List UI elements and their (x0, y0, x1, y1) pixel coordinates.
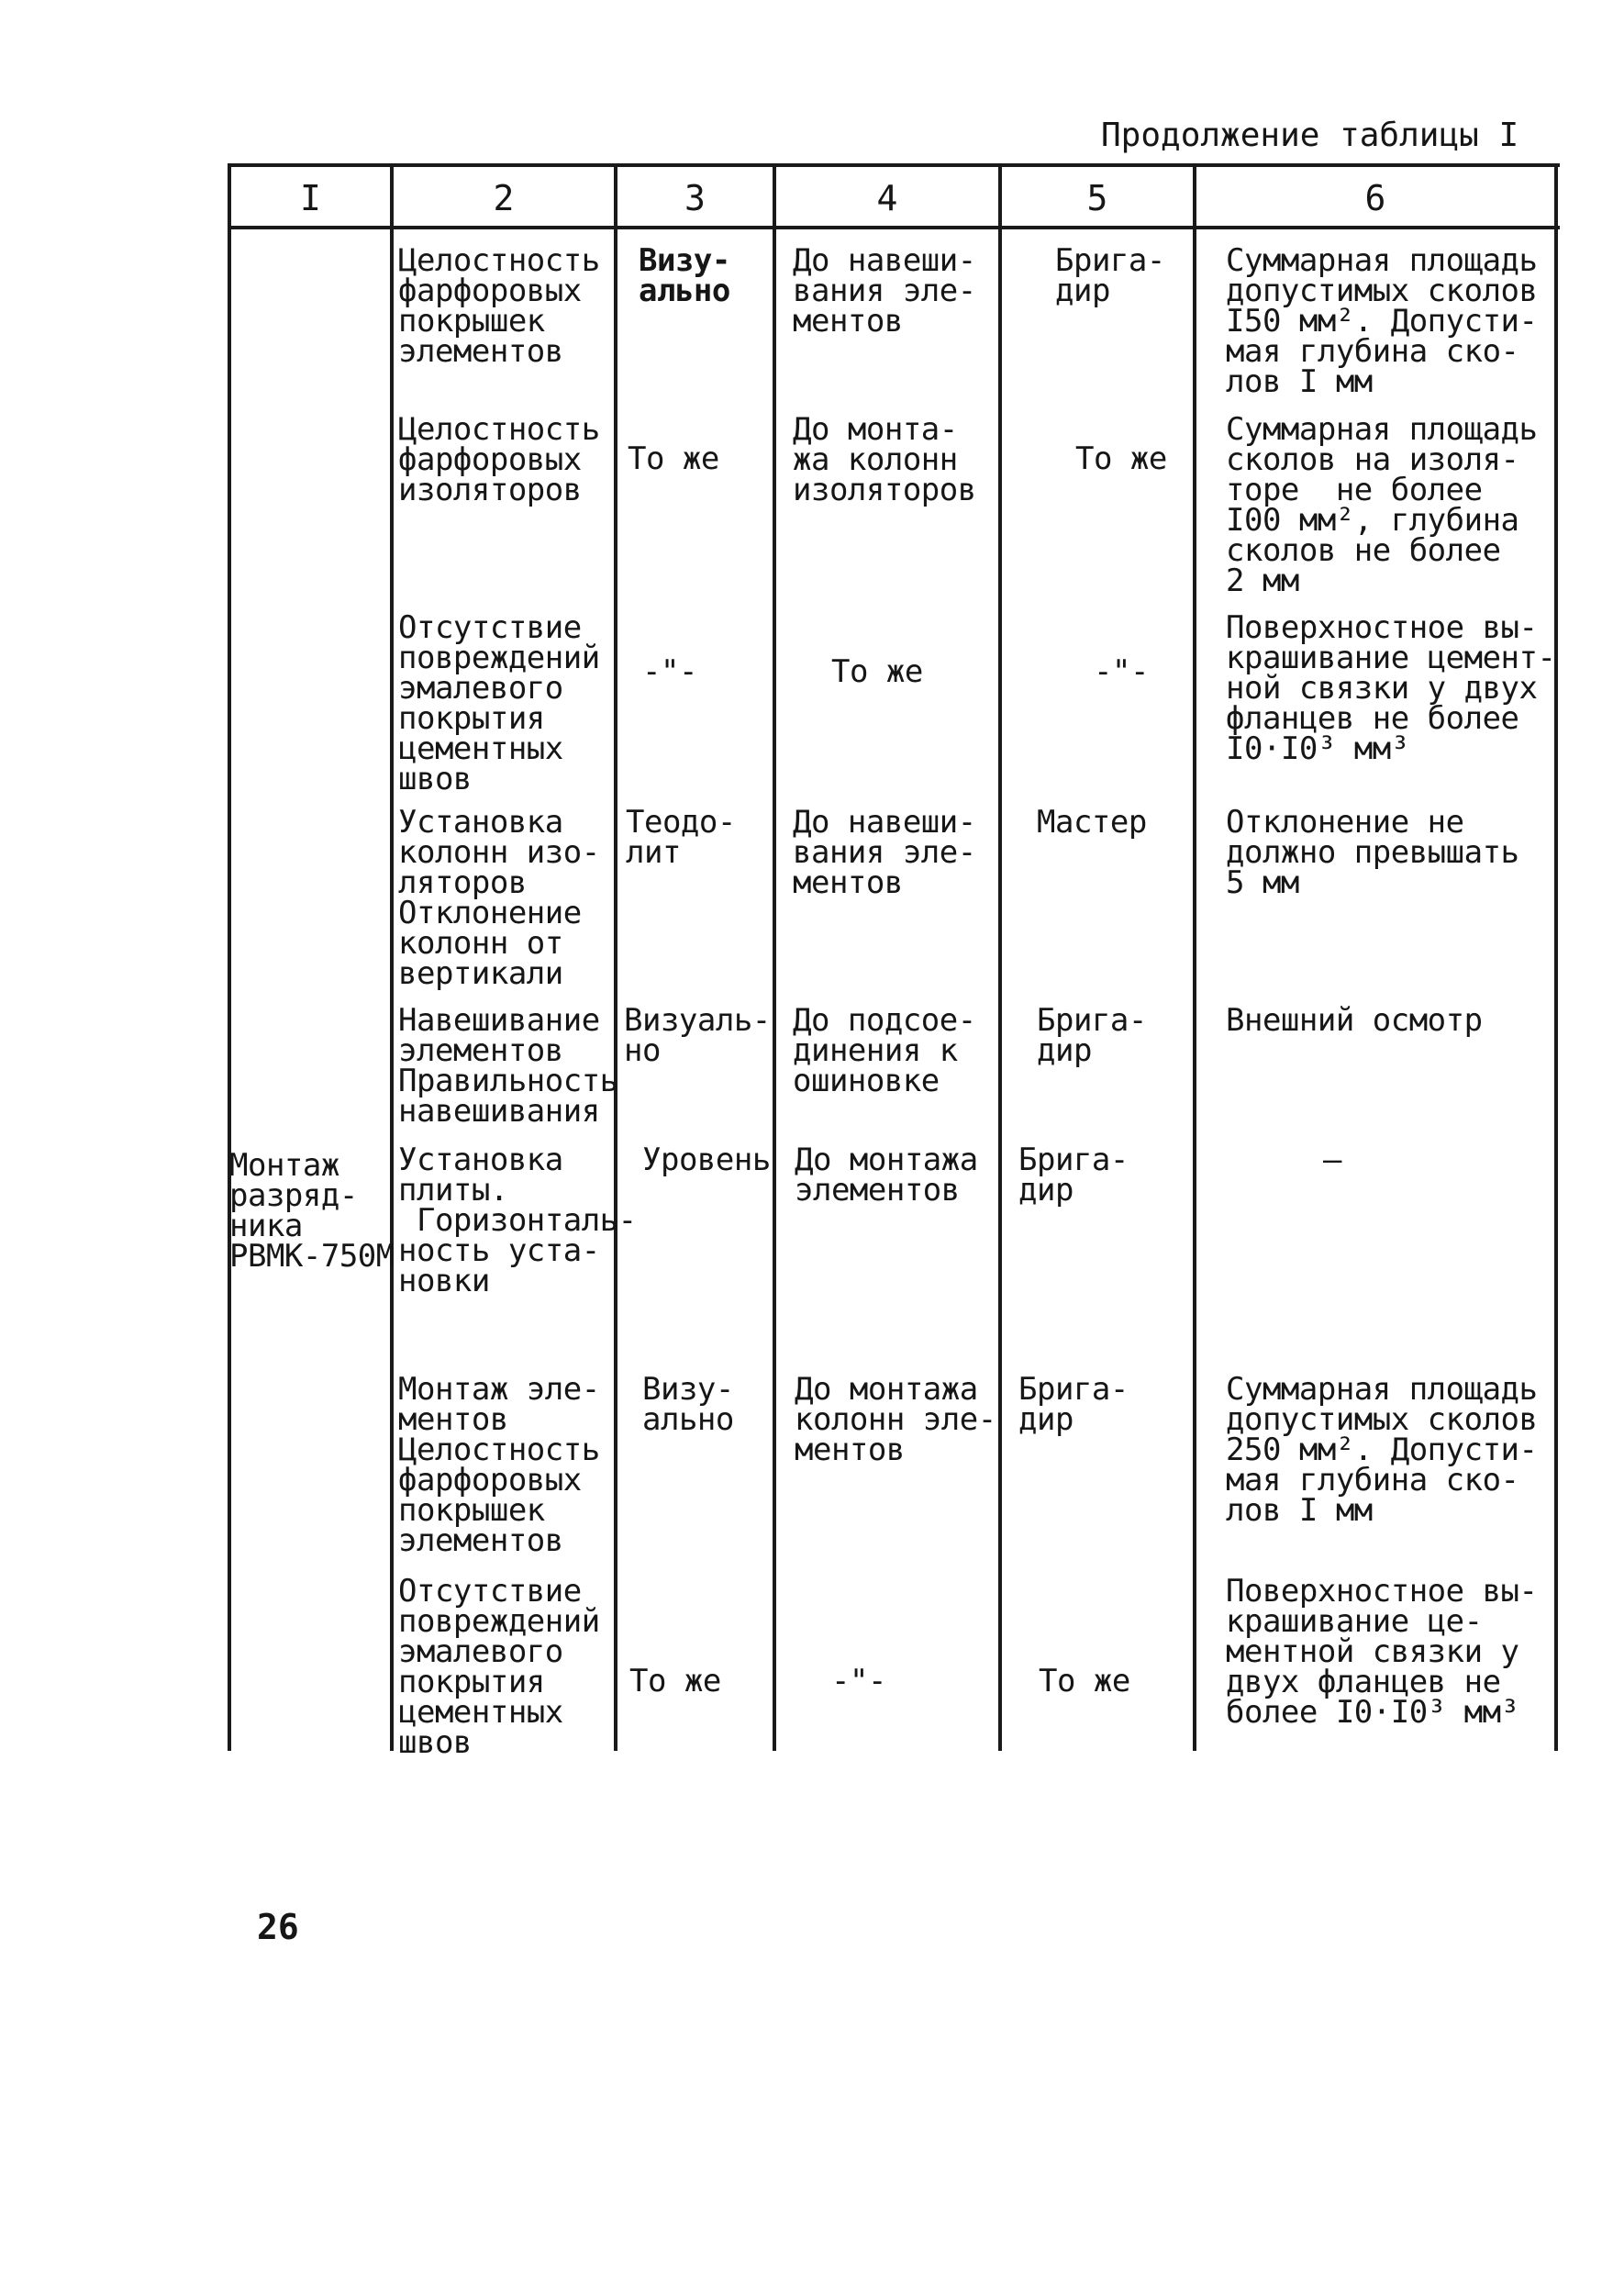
col-divider-5 (1193, 163, 1196, 1751)
col-divider-4 (998, 163, 1002, 1751)
row-3-col-6: Поверхностное вы- крашивание цемент- ной связки у двух фланцев не более I0·I0³ мм³ (1226, 609, 1556, 767)
row-5-col-6: Внешний осмотр (1226, 1002, 1483, 1039)
row-7-col-5: Брига- дир (1018, 1371, 1129, 1438)
row-8-col-4: -"- (831, 1663, 886, 1699)
row-8-col-2: Отсутствие повреждений эмалевого покрытия цементных швов (398, 1573, 600, 1761)
row-5-col-3: Визуаль- но (624, 1002, 771, 1069)
row-7-col-2: Монтаж эле- ментов Целостность фарфоровых покрышек элементов (398, 1371, 600, 1559)
row-1-col-3: Визу- ально (639, 242, 730, 309)
header-col-5: 5 (1086, 178, 1108, 218)
row-4-col-5: Мастер (1037, 804, 1147, 841)
page-number: 26 (257, 1907, 299, 1947)
row-4-col-6: Отклонение не должно превышать 5 мм (1226, 804, 1519, 901)
row-6-col-3: Уровень (642, 1142, 771, 1178)
row-4-col-2: Установка колонн изо- ляторов Отклонение колонн от вертикали (398, 804, 600, 992)
row-5-col-2: Навешивание элементов Правильность навешивания (398, 1002, 618, 1130)
header-col-6: 6 (1364, 178, 1386, 218)
table-left-border (228, 163, 231, 1751)
row-1-col-6: Суммарная площадь допустимых сколов I50 мм². Допусти- мая глубина ско- лов I мм (1226, 242, 1538, 400)
row-4-col-4: До навеши- вания эле- ментов (793, 804, 976, 901)
row-8-col-3: То же (629, 1663, 721, 1699)
row-7-col-4: До монтажа колонн эле- ментов (795, 1371, 996, 1468)
row-4-col-3: Теодо- лит (626, 804, 736, 871)
row-6-col-6: — (1323, 1142, 1341, 1178)
row-3-col-5: -"- (1094, 653, 1149, 690)
row-8-col-5: То же (1039, 1663, 1130, 1699)
row-2-col-5: То же (1075, 440, 1167, 477)
row-1-col-2: Целостность фарфоровых покрышек элементов (398, 242, 600, 370)
col-divider-3 (773, 163, 776, 1751)
row-1-col-4: До навеши- вания эле- ментов (793, 242, 976, 340)
row-7-col-3: Визу- ально (642, 1371, 734, 1438)
row-6-col-2: Установка плиты. Горизонталь- ность уста- новки (398, 1142, 637, 1299)
col-divider-1 (390, 163, 394, 1751)
row-7-col-6: Суммарная площадь допустимых сколов 250 мм². Допусти- мая глубина ско- лов I мм (1226, 1371, 1538, 1529)
row-2-col-3: То же (628, 440, 719, 477)
header-col-1: I (300, 178, 321, 218)
row-5-col-4: До подсое- динения к ошиновке (793, 1002, 976, 1099)
row-6-col-4: До монтажа элементов (795, 1142, 978, 1209)
row-2-col-4: До монта- жа колонн изоляторов (793, 411, 976, 508)
table-top-border (229, 163, 1560, 167)
table-caption: Продолжение таблицы I (1101, 117, 1519, 154)
row-8-col-6: Поверхностное вы- крашивание це- ментной связки у двух фланцев не более I0·I0³ мм³ (1226, 1573, 1538, 1731)
row-1-col-5: Брига- дир (1055, 242, 1165, 309)
group-label: Монтаж разряд- ника РВМК-750М (229, 1147, 395, 1275)
row-3-col-3: -"- (642, 653, 697, 690)
row-2-col-6: Суммарная площадь сколов на изоля- торе не более I00 мм², глубина сколов не более 2 мм (1226, 411, 1538, 599)
header-col-3: 3 (684, 178, 706, 218)
row-5-col-5: Брига- дир (1037, 1002, 1147, 1069)
table-right-border (1554, 163, 1558, 1751)
row-6-col-5: Брига- дир (1018, 1142, 1129, 1209)
row-2-col-2: Целостность фарфоровых изоляторов (398, 411, 600, 508)
header-col-2: 2 (493, 178, 515, 218)
row-3-col-2: Отсутствие повреждений эмалевого покрытия цементных швов (398, 609, 600, 797)
header-bottom-border (229, 226, 1560, 229)
col-divider-2 (614, 163, 617, 1751)
header-col-4: 4 (876, 178, 898, 218)
row-3-col-4: То же (831, 653, 923, 690)
